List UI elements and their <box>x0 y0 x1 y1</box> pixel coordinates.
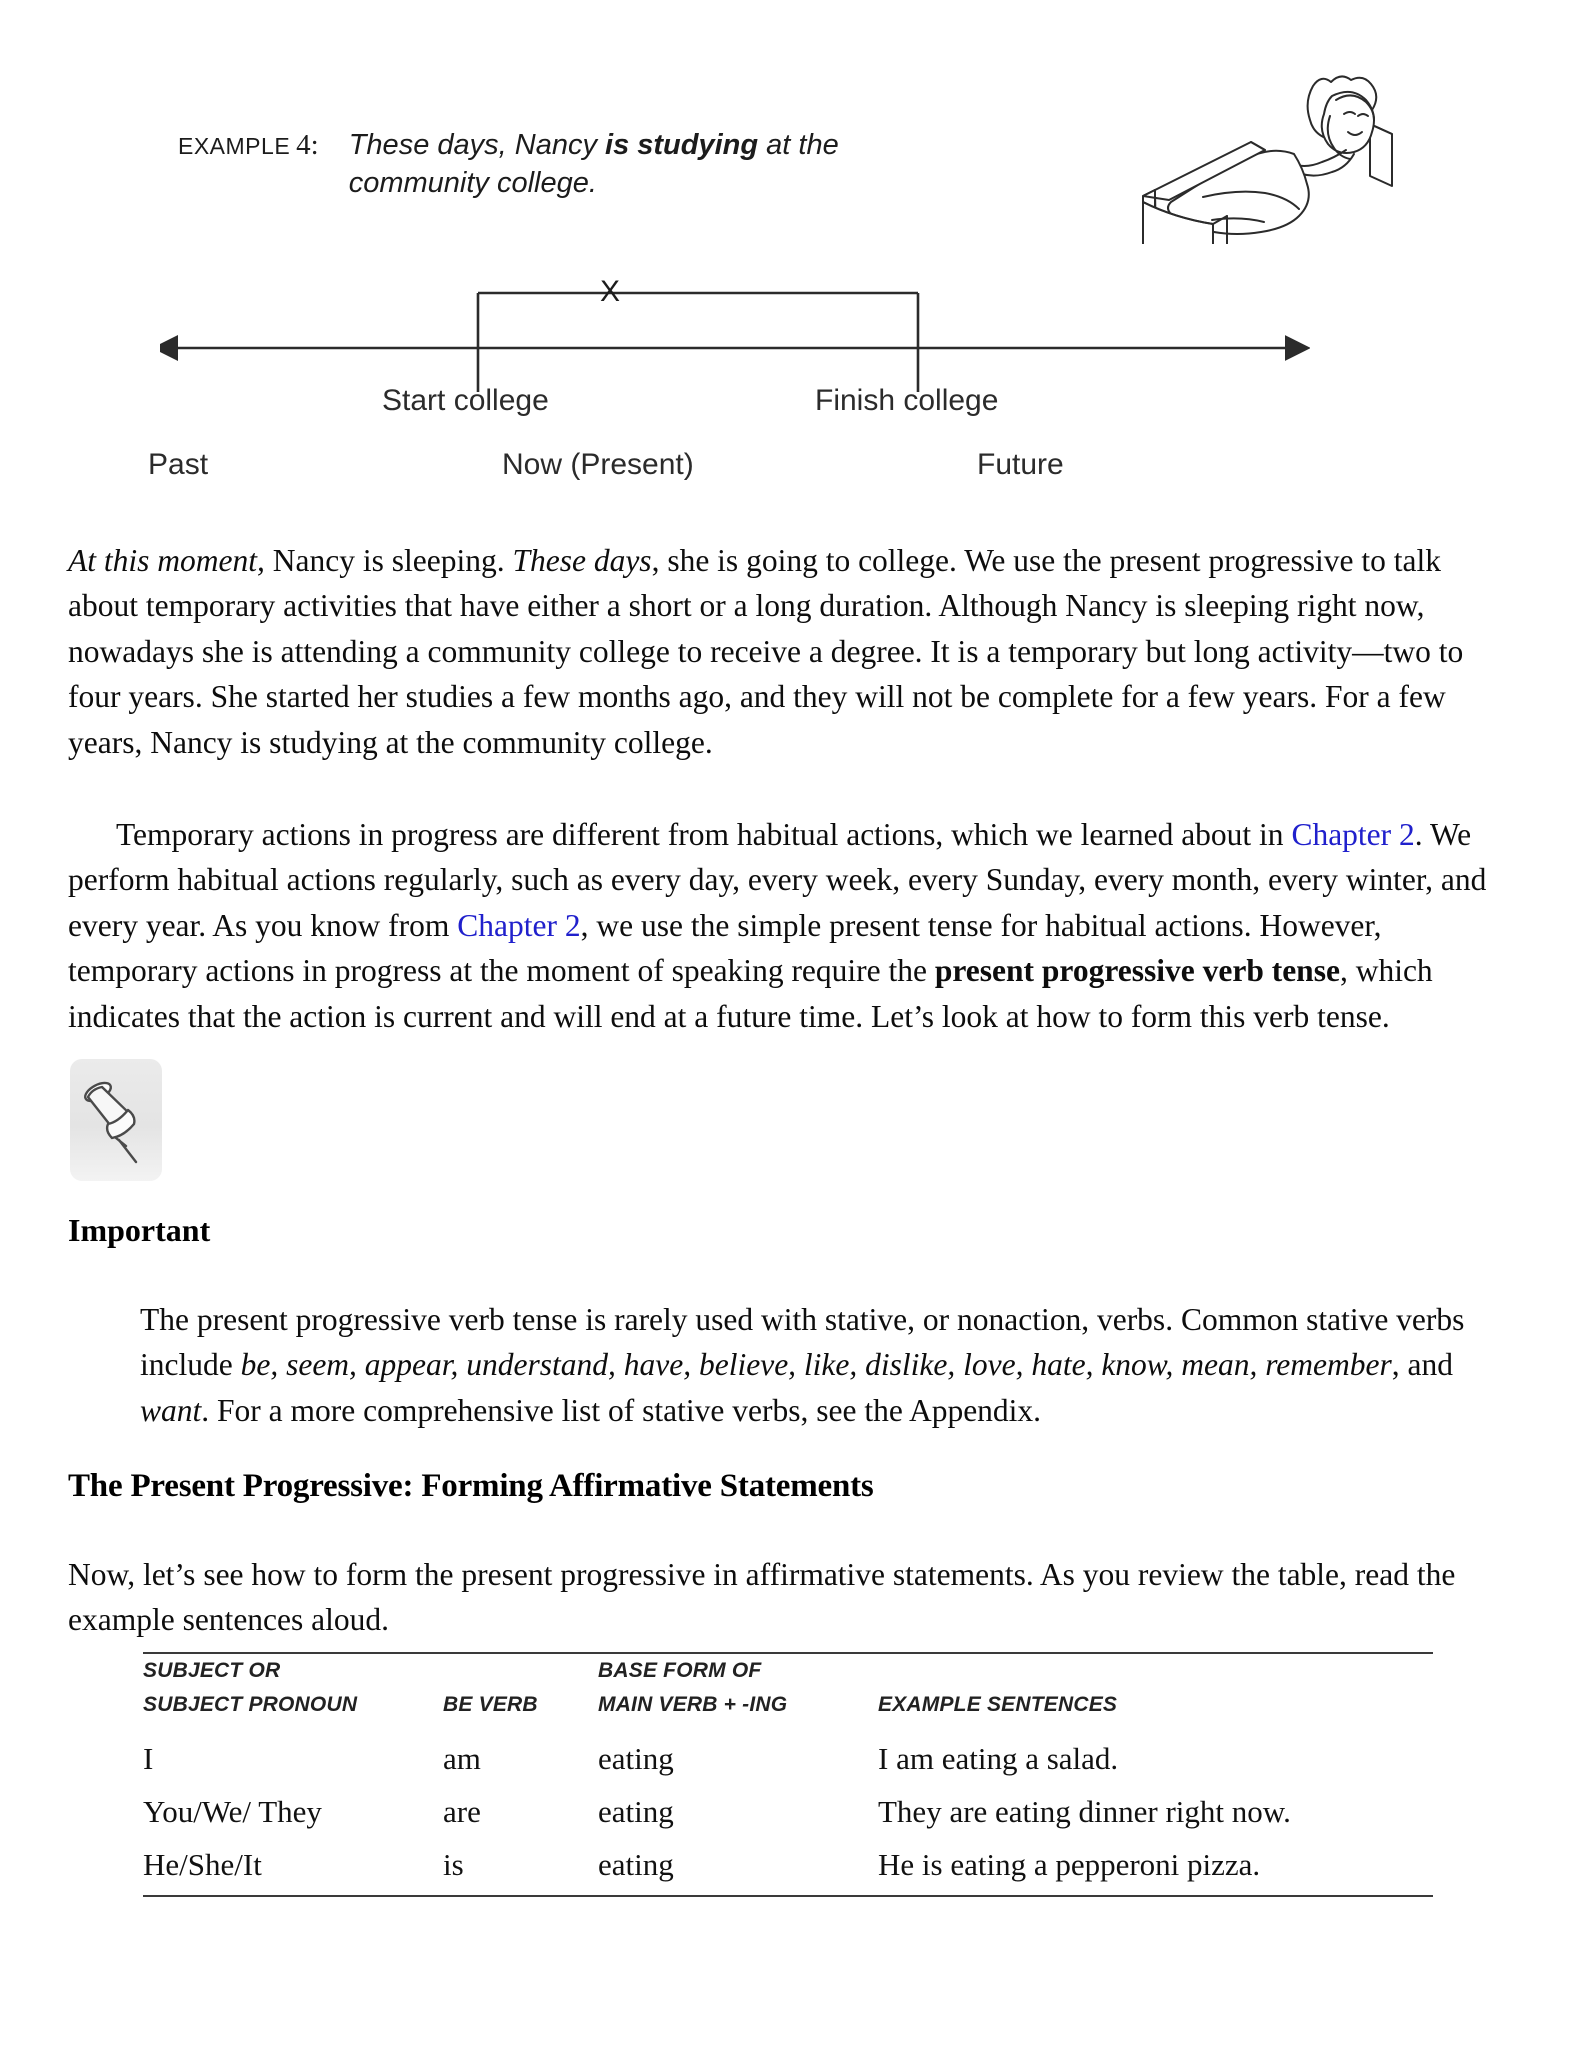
timeline-x-marker: X <box>600 275 621 308</box>
para1-seg4: , she is going to college. We use the present progressive to talk about temporary activities that have either a short or a long duration. Although Nancy is sleeping right now, nowadays she is attending a community college to receive a degree. It is a temporary but long activity—two to four years. She started her studies a few months ago, and they will not be complete for a few years. For a few years, Nancy is studying at the community college. <box>68 542 1464 760</box>
cell-main-verb: eating <box>598 1741 674 1776</box>
example-sentence-part-1: These days, Nancy <box>348 129 606 161</box>
example-sentence-part-2: at the community college. <box>348 129 839 200</box>
table-row <box>143 1838 1433 1891</box>
cell-example: They are eating dinner right now. <box>878 1794 1291 1829</box>
cell-be-verb: is <box>443 1847 464 1882</box>
timeline-finish-college-label: Finish college <box>815 384 999 417</box>
cell-subject: I <box>143 1741 154 1776</box>
paragraph-temporary-actions <box>68 812 1508 1040</box>
cell-example: He is eating a pepperoni pizza. <box>878 1847 1261 1882</box>
table-header-be-verb <box>443 1654 598 1732</box>
table-bottom-rule <box>143 1895 1433 1897</box>
cell-subject: You/We/ They <box>143 1794 322 1829</box>
cell-be-verb: are <box>443 1794 481 1829</box>
table-header-subject <box>143 1654 443 1732</box>
table-header-main-verb <box>598 1654 878 1732</box>
para2-seg1: Temporary actions in progress are different from habitual actions, which we learned about in <box>116 816 1292 852</box>
example-block <box>178 126 998 203</box>
table-header-main-verb-line2: MAIN VERB + -ING <box>598 1693 788 1716</box>
timeline-diagram <box>148 270 1310 481</box>
para1-italic-at-this-moment: At this moment, <box>68 542 265 578</box>
woman-sleeping-in-bed-illustration <box>1108 34 1398 244</box>
table-header-main-verb-line1: BASE FORM OF <box>598 1659 762 1682</box>
timeline-past-label: Past <box>148 448 209 481</box>
table-header-example <box>878 1654 1433 1732</box>
para2-bold-term: present progressive verb tense <box>934 953 1340 988</box>
para2-seg2: . We perform habitual actions regularly, such as every day, every week, every Sunday, every month, every winter, and every year. As you know from <box>68 816 1487 943</box>
example-label: EXAMPLE <box>178 133 291 159</box>
table-row <box>143 1785 1433 1838</box>
example-row <box>178 126 998 203</box>
para2-seg4: , which indicates that the action is current and will end at a future time. Let’s look at how to form this verb tense. <box>68 953 1433 1034</box>
timeline-now-label: Now (Present) <box>502 448 694 481</box>
important-heading: Important <box>68 1212 211 1248</box>
table-header-row <box>143 1654 1433 1732</box>
important-body-text <box>140 1297 1500 1434</box>
example-sentence <box>349 126 949 203</box>
important-seg3: . For a more comprehensive list of stative verbs, see the Appendix. <box>201 1392 1042 1428</box>
important-stative-verbs-2: want <box>140 1392 202 1428</box>
section-intro-text: Now, let’s see how to form the present progressive in affirmative statements. As you review the table, read the example sentences aloud. <box>68 1556 1456 1637</box>
important-stative-verbs-1: be, seem, appear, understand, have, believe, like, dislike, love, hate, know, mean, remember <box>240 1347 1392 1382</box>
table-header-example-line2: EXAMPLE SENTENCES <box>878 1693 1118 1716</box>
table-header-subject-line2: SUBJECT PRONOUN <box>143 1693 358 1716</box>
chapter-2-link-first[interactable]: Chapter 2 <box>1291 816 1415 852</box>
cell-be-verb: am <box>443 1741 481 1776</box>
para1-italic-these-days: These days <box>512 542 652 578</box>
section-heading: The Present Progressive: Forming Affirmative Statements <box>68 1468 874 1504</box>
table-row <box>143 1732 1433 1785</box>
pushpin-icon <box>76 1070 166 1170</box>
table-body <box>143 1732 1433 1891</box>
cell-example: I am eating a salad. <box>878 1741 1119 1776</box>
example-sentence-bold: is studying <box>605 129 759 161</box>
important-seg2: , and <box>1391 1347 1453 1382</box>
cell-main-verb: eating <box>598 1794 674 1829</box>
table-header-subject-line1: SUBJECT OR <box>143 1659 281 1682</box>
chapter-2-link-second[interactable]: Chapter 2 <box>457 907 581 943</box>
paragraph-at-this-moment <box>68 538 1508 766</box>
table-header-be-verb-line2: BE VERB <box>443 1693 538 1716</box>
cell-main-verb: eating <box>598 1847 674 1882</box>
para2-seg3: , we use the simple present tense for habitual actions. However, temporary actions in progress at the moment of speaking require the <box>68 907 1382 988</box>
para1-seg2: Nancy is sleeping. <box>264 542 513 578</box>
example-number: 4: <box>296 129 319 161</box>
table-header <box>143 1654 1433 1732</box>
important-seg1: The present progressive verb tense is rarely used with stative, or nonaction, verbs. Common stative verbs include <box>140 1301 1465 1382</box>
timeline-start-college-label: Start college <box>382 384 549 417</box>
present-progressive-table <box>143 1652 1433 1897</box>
timeline-future-label: Future <box>977 448 1064 481</box>
cell-subject: He/She/It <box>143 1847 262 1882</box>
